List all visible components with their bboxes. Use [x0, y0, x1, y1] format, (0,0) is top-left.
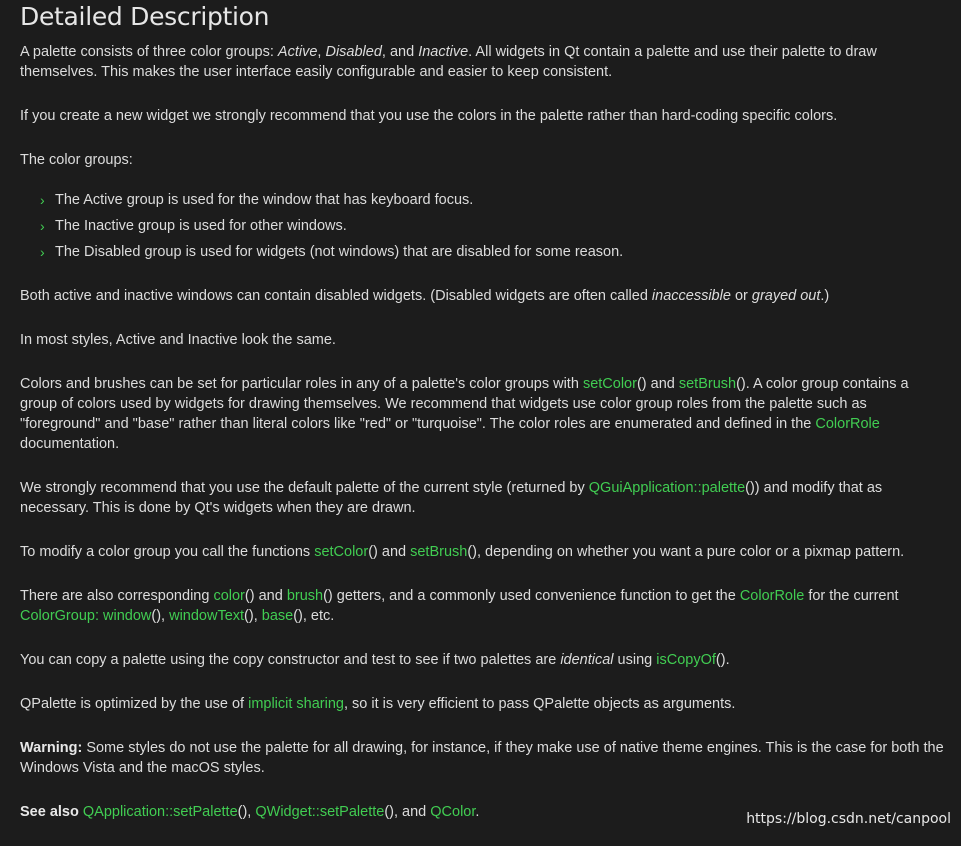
qguiapplication-palette-link[interactable]: QGuiApplication::palette	[588, 480, 746, 496]
paragraph-color-groups-label: The color groups:	[20, 152, 133, 168]
see-also-label: See also	[20, 804, 79, 820]
setbrush-link[interactable]: setBrush	[410, 544, 468, 560]
chevron-right-icon: ›	[40, 244, 45, 260]
list-item: › The Disabled group is used for widgets (not windows) that are disabled for some reason.	[40, 244, 624, 260]
chevron-right-icon: ›	[40, 192, 45, 208]
iscopyof-link[interactable]: isCopyOf	[656, 652, 716, 668]
chevron-right-icon: ›	[40, 218, 45, 234]
qwidget-setpalette-link[interactable]: QWidget::setPalette	[255, 804, 385, 820]
list-item: › The Active group is used for the window that has keyboard focus.	[40, 192, 474, 208]
paragraph-disabled-widgets: Both active and inactive windows can contain disabled widgets. (Disabled widgets are often called inaccessible or grayed out.)	[20, 288, 830, 304]
windowtext-link[interactable]: windowText	[169, 608, 245, 624]
list-item: › The Inactive group is used for other windows.	[40, 218, 347, 234]
base-link[interactable]: base	[261, 608, 294, 624]
paragraph-modify-group: To modify a color group you call the functions setColor() and setBrush(), depending on whether you want a pure color or a pixmap pattern.	[20, 544, 905, 560]
paragraph-see-also: See also QApplication::setPalette(), QWidget::setPalette(), and QColor.	[20, 804, 480, 820]
paragraph-getters: There are also corresponding color() and brush() getters, and a commonly used convenience function to get the ColorRole for the current ColorGroup: window(), windowText(), base(), etc.	[20, 588, 899, 624]
paragraph-recommendation: If you create a new widget we strongly recommend that you use the colors in the palette rather than hard-coding specific colors.	[20, 108, 838, 124]
setbrush-link[interactable]: setBrush	[678, 376, 737, 392]
qcolor-link[interactable]: QColor	[430, 804, 476, 820]
detailed-description-section	[20, 0, 945, 846]
paragraph-default-palette: We strongly recommend that you use the default palette of the current style (returned by QGuiApplication::palette()) and modify that as necessary. This is done by Qt's widgets when they are drawn.	[20, 480, 883, 516]
warning-label: Warning:	[20, 740, 83, 756]
paragraph-copy-palette: You can copy a palette using the copy constructor and test to see if two palettes are identical using isCopyOf().	[20, 652, 730, 668]
colorgroup-window-link[interactable]: ColorGroup: window	[20, 608, 152, 624]
colorrole-link[interactable]: ColorRole	[739, 588, 805, 604]
setcolor-link[interactable]: setColor	[582, 376, 637, 392]
paragraph-warning: Warning: Some styles do not use the palette for all drawing, for instance, if they make use of native theme engines. This is the case for both the Windows Vista and the macOS styles.	[20, 740, 944, 776]
qapplication-setpalette-link[interactable]: QApplication::setPalette	[82, 804, 238, 820]
brush-link[interactable]: brush	[286, 588, 324, 604]
paragraph-color-groups-intro: A palette consists of three color groups: Active, Disabled, and Inactive. All widgets in Qt contain a palette and use their palette to draw themselves. This makes the user interface easily configurable and easier to keep consistent.	[20, 44, 877, 80]
paragraph-styles: In most styles, Active and Inactive look the same.	[20, 332, 336, 348]
color-link[interactable]: color	[213, 588, 245, 604]
section-heading: Detailed Description	[20, 2, 270, 31]
colorrole-link[interactable]: ColorRole	[815, 416, 880, 432]
color-groups-list	[20, 190, 945, 268]
paragraph-colors-brushes: Colors and brushes can be set for particular roles in any of a palette's color groups with setColor() and setBrush(). A color group contains a group of colors used by widgets for drawing themselves. We recommend that widgets use color group roles from the palette such as "foreground" and "base" rather than literal colors like "red" or "turquoise". The color roles are enumerated and defined in the ColorRole documentation.	[20, 376, 909, 452]
setcolor-link[interactable]: setColor	[314, 544, 369, 560]
implicit-sharing-link[interactable]: implicit sharing	[248, 696, 344, 712]
watermark-text: https://blog.csdn.net/canpool	[746, 811, 951, 827]
paragraph-implicit-sharing: QPalette is optimized by the use of implicit sharing, so it is very efficient to pass QPalette objects as arguments.	[20, 696, 736, 712]
